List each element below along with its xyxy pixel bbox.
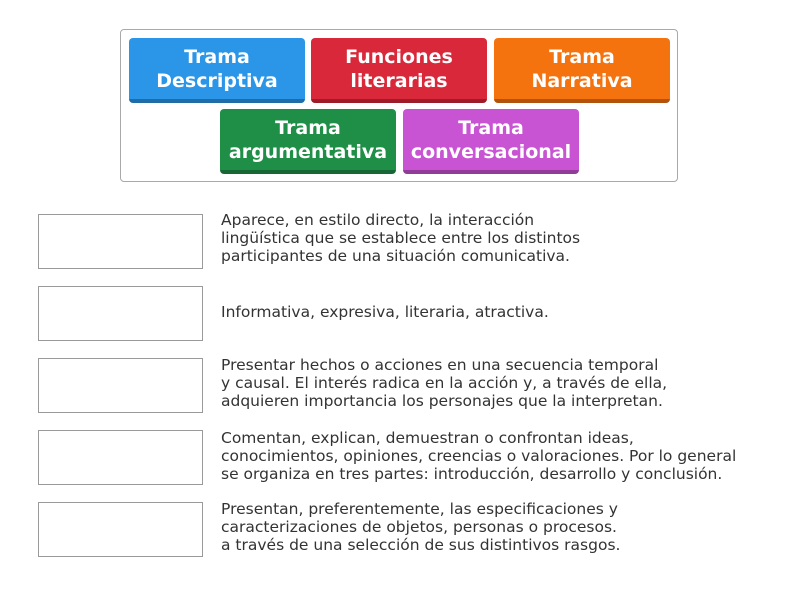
tile-label: Funciones literarias bbox=[345, 45, 453, 92]
drop-zone-1[interactable] bbox=[38, 214, 203, 269]
drop-zone-4[interactable] bbox=[38, 430, 203, 485]
definition-2: Informativa, expresiva, literaria, atractiva. bbox=[221, 303, 549, 321]
definition-3: Presentar hechos o acciones en una secuencia temporal y causal. El interés radica en la acción y, a través de ella, adquieren importancia los personajes que la interpretan. bbox=[221, 356, 668, 410]
tile-trama-argumentativa[interactable] bbox=[220, 109, 396, 174]
definition-5: Presentan, preferentemente, las especificaciones y caracterizaciones de objetos, personas o procesos. a través de una selección de sus distintivos rasgos. bbox=[221, 500, 621, 554]
tile-trama-narrativa[interactable] bbox=[494, 38, 670, 103]
tile-trama-conversacional[interactable] bbox=[403, 109, 579, 174]
tile-label: Trama conversacional bbox=[410, 116, 572, 163]
tile-funciones-literarias[interactable] bbox=[311, 38, 487, 103]
tile-label: Trama argumentativa bbox=[228, 116, 388, 163]
tile-trama-descriptiva[interactable] bbox=[129, 38, 305, 103]
tile-label: Trama Narrativa bbox=[531, 45, 633, 92]
tile-label: Trama Descriptiva bbox=[156, 45, 278, 92]
drop-zone-3[interactable] bbox=[38, 358, 203, 413]
definition-1: Aparece, en estilo directo, la interacción lingüística que se establece entre los distintos participantes de una situación comunicativa. bbox=[221, 211, 581, 265]
definition-4: Comentan, explican, demuestran o confrontan ideas, conocimientos, opiniones, creencias o valoraciones. Por lo general se organiza en tres partes: introducción, desarrollo y conclusión. bbox=[221, 429, 737, 483]
drop-zone-5[interactable] bbox=[38, 502, 203, 557]
drop-zone-2[interactable] bbox=[38, 286, 203, 341]
